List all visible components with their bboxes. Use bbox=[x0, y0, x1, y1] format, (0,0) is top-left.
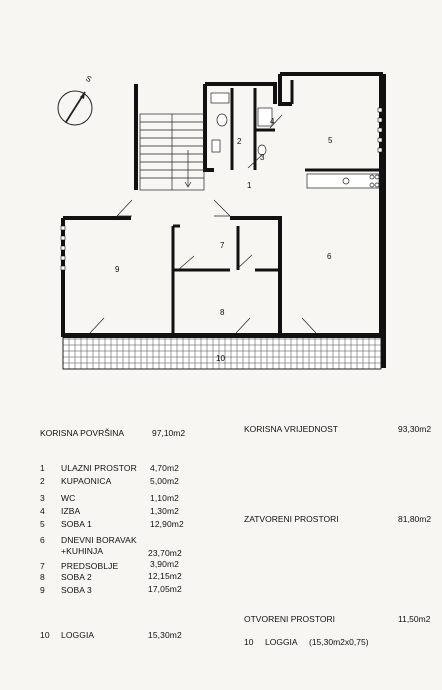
room-7-label: 7 bbox=[220, 241, 225, 250]
room-name: SOBA 3 bbox=[61, 585, 92, 595]
room-area: 17,05m2 bbox=[148, 584, 182, 594]
room-num: 6 bbox=[40, 535, 45, 545]
room-name: ULAZNI PROSTOR bbox=[61, 463, 137, 473]
room-area: 3,90m2 bbox=[150, 559, 179, 569]
north-arrow-icon bbox=[58, 74, 93, 125]
room-area: 5,00m2 bbox=[150, 476, 179, 486]
usable-value-label: KORISNA VRIJEDNOST bbox=[244, 424, 338, 434]
bathroom-fixtures bbox=[211, 93, 272, 155]
room-num: 9 bbox=[40, 585, 45, 595]
loggia-calc-num: 10 bbox=[244, 637, 254, 647]
staircase bbox=[140, 114, 204, 190]
room-num: 5 bbox=[40, 519, 45, 529]
room-num: 8 bbox=[40, 572, 45, 582]
usable-area-value: 97,10m2 bbox=[152, 428, 186, 438]
room-num: 4 bbox=[40, 506, 45, 516]
loggia-area bbox=[63, 337, 381, 369]
usable-value-value: 93,30m2 bbox=[398, 424, 432, 434]
room-8-label: 8 bbox=[220, 308, 225, 317]
room-name: SOBA 1 bbox=[61, 519, 92, 529]
room-num: 3 bbox=[40, 493, 45, 503]
room-name: PREDSOBLJE bbox=[61, 561, 119, 571]
kitchen-counter bbox=[307, 174, 379, 188]
room-3-label: 3 bbox=[260, 153, 265, 162]
room-10-label: 10 bbox=[216, 354, 225, 363]
room-area: 12,90m2 bbox=[150, 519, 184, 529]
closed-spaces-value: 81,80m2 bbox=[398, 514, 432, 524]
room-name: +KUHINJA bbox=[61, 546, 104, 556]
room-name: KUPAONICA bbox=[61, 476, 112, 486]
closed-spaces-label: ZATVORENI PROSTORI bbox=[244, 514, 339, 524]
room-name: SOBA 2 bbox=[61, 572, 92, 582]
open-spaces-value: 11,50m2 bbox=[398, 614, 431, 624]
loggia-calc-value: (15,30m2x0,75) bbox=[309, 637, 369, 647]
room-area: 12,15m2 bbox=[148, 571, 182, 581]
room-name: DNEVNI BORAVAK bbox=[61, 535, 137, 545]
room-area: 1,10m2 bbox=[150, 493, 179, 503]
room-5-label: 5 bbox=[328, 136, 333, 145]
loggia-calc-label: LOGGIA bbox=[265, 637, 298, 647]
loggia-area: 15,30m2 bbox=[148, 630, 182, 640]
room-name: IZBA bbox=[61, 506, 81, 516]
room-4-label: 4 bbox=[270, 117, 275, 126]
loggia-name: LOGGIA bbox=[61, 630, 95, 640]
room-area: 23,70m2 bbox=[148, 548, 182, 558]
room-num: 1 bbox=[40, 463, 45, 473]
room-num: 7 bbox=[40, 561, 45, 571]
loggia-num: 10 bbox=[40, 630, 50, 640]
room-6-label: 6 bbox=[327, 252, 332, 261]
north-label: S bbox=[84, 73, 94, 85]
open-spaces-label: OTVORENI PROSTORI bbox=[244, 614, 335, 624]
room-area: 4,70m2 bbox=[150, 463, 179, 473]
outer-walls bbox=[63, 74, 381, 335]
room-9-label: 9 bbox=[115, 265, 120, 274]
usable-area-label: KORISNA POVRŠINA bbox=[40, 428, 125, 438]
room-1-label: 1 bbox=[247, 181, 252, 190]
room-area: 1,30m2 bbox=[150, 506, 179, 516]
room-name: WC bbox=[61, 493, 76, 503]
room-2-label: 2 bbox=[237, 137, 242, 146]
room-num: 2 bbox=[40, 476, 45, 486]
